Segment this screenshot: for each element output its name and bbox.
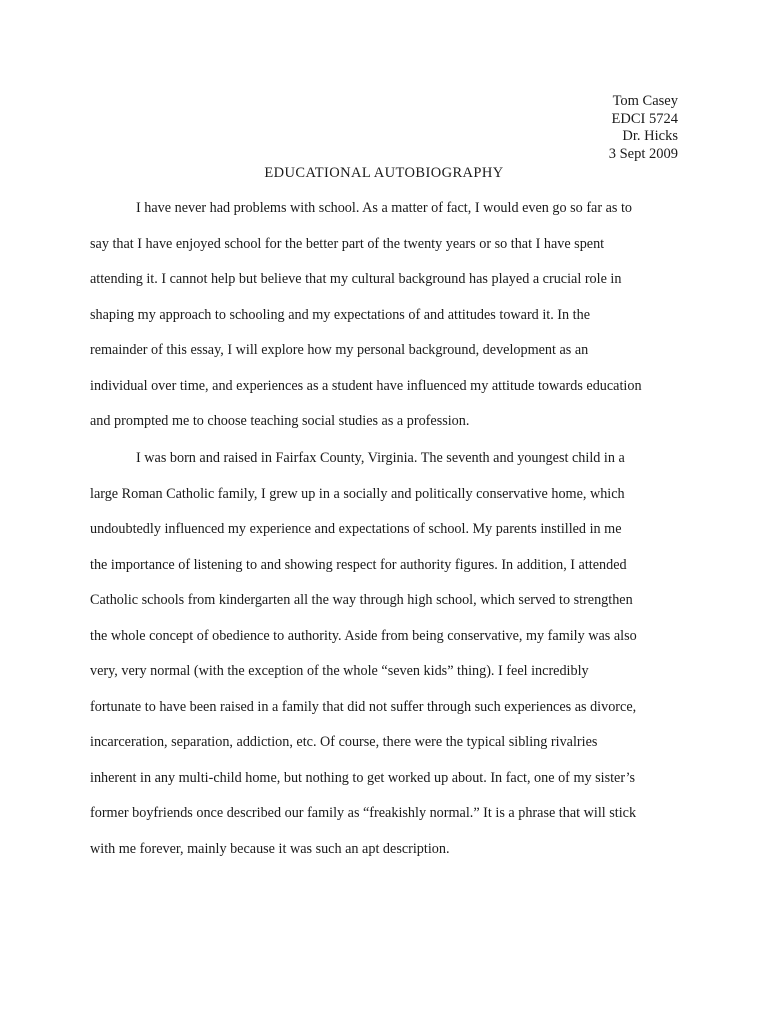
paragraph-2 [90, 441, 678, 867]
paragraph-line: individual over time, and experiences as a student have influenced my attitude towards education [90, 377, 642, 394]
submission-date: 3 Sept 2009 [608, 145, 678, 162]
paragraph-line: shaping my approach to schooling and my expectations of and attitudes toward it. In the [90, 306, 590, 323]
paragraph-line: say that I have enjoyed school for the better part of the twenty years or so that I have spent [90, 235, 605, 252]
paragraph-line: incarceration, separation, addiction, etc. Of course, there were the typical sibling rivalries [90, 734, 598, 750]
paragraph-line: and prompted me to choose teaching social studies as a profession. [90, 413, 470, 429]
course-code: EDCI 5724 [611, 110, 678, 127]
paragraph-line: fortunate to have been raised in a family that did not suffer through such experiences as divorce, [90, 698, 637, 715]
paragraph-line: I have never had problems with school. As a matter of fact, I would even go so far as to [136, 200, 633, 216]
paragraph-line: very, very normal (with the exception of the whole “seven kids” thing). I feel incredibly [90, 663, 589, 679]
paragraph-line: I was born and raised in Fairfax County, Virginia. The seventh and youngest child in a [136, 450, 625, 466]
document-title: EDUCATIONAL AUTOBIOGRAPHY [264, 165, 504, 181]
paragraph-line: Catholic schools from kindergarten all the way through high school, which served to strengthen [90, 592, 633, 608]
paragraph-line: inherent in any multi-child home, but nothing to get worked up about. In fact, one of my sister’s [90, 769, 636, 786]
paragraph-line: the importance of listening to and showing respect for authority figures. In addition, I attended [90, 556, 627, 573]
paragraph-line: attending it. I cannot help but believe that my cultural background has played a crucial role in [90, 271, 622, 287]
paragraph-1 [90, 191, 678, 440]
paragraph-line: undoubtedly influenced my experience and expectations of school. My parents instilled in me [90, 521, 622, 537]
author-header [609, 93, 678, 163]
paragraph-line: remainder of this essay, I will explore how my personal background, development as an [90, 342, 589, 358]
paragraph-line: large Roman Catholic family, I grew up in a socially and politically conservative home, which [90, 485, 625, 502]
paragraph-line: former boyfriends once described our family as “freakishly normal.” It is a phrase that will stick [90, 805, 637, 821]
paragraph-line: the whole concept of obedience to authority. Aside from being conservative, my family was also [90, 627, 637, 644]
author-name: Tom Casey [612, 93, 678, 109]
paragraph-line: with me forever, mainly because it was such an apt description. [90, 840, 450, 857]
instructor-name: Dr. Hicks [622, 128, 678, 144]
